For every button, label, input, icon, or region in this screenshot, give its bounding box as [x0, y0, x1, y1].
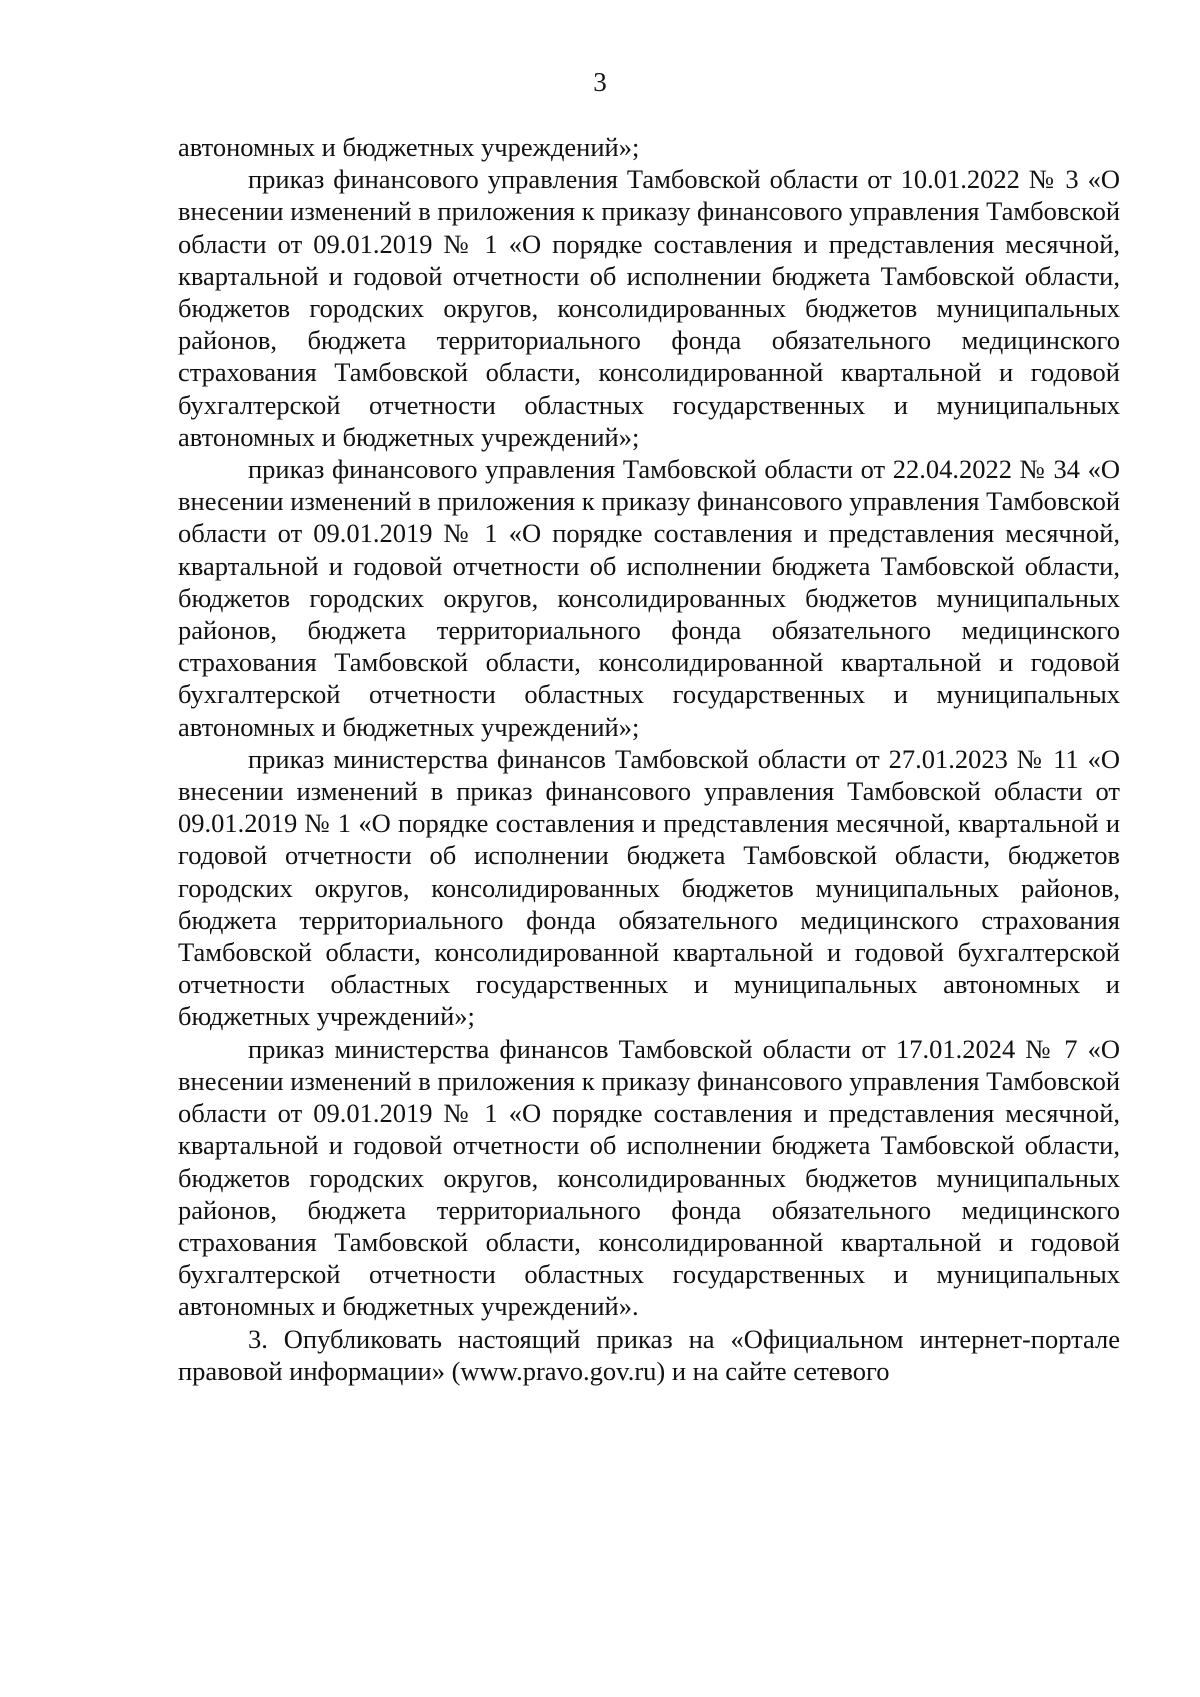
page-number: 3 [593, 67, 607, 97]
paragraph-item-3-publish: 3. Опубликовать настоящий приказ на «Официальном интернет-портале правовой информации» (www.pravo.gov.ru) и на сайте сетевого [178, 1323, 1120, 1386]
paragraph-order-2024-01: приказ министерства финансов Тамбовской области от 17.01.2024 № 7 «О внесении изменений в приложения к приказу финансового управления Тамбовской области от 09.01.2019 № 1 «О порядке составления и представления месячной, квартальной и годовой отчетности об исполнении бюджета Тамбовской области, бюджетов городских округов, консолидированных бюджетов муниципальных районов, бюджета территориального фонда обязательного медицинского страхования Тамбовской области, консолидированной квартальной и годовой бухгалтерской отчетности областных государственных и муниципальных автономных и бюджетных учреждений». [178, 1033, 1120, 1322]
document-body [178, 131, 1120, 1387]
paragraph-continuation: автономных и бюджетных учреждений»; [178, 132, 640, 162]
paragraph-order-2022-01: приказ финансового управления Тамбовской области от 10.01.2022 № 3 «О внесении изменений в приложения к приказу финансового управления Тамбовской области от 09.01.2019 № 1 «О порядке составления и представления месячной, квартальной и годовой отчетности об исполнении бюджета Тамбовской области, бюджетов городских округов, консолидированных бюджетов муниципальных районов, бюджета территориального фонда обязательного медицинского страхования Тамбовской области, консолидированной квартальной и годовой бухгалтерской отчетности областных государственных и муниципальных автономных и бюджетных учреждений»; [178, 164, 1120, 452]
paragraph-order-2022-04: приказ финансового управления Тамбовской области от 22.04.2022 № 34 «О внесении изменений в приложения к приказу финансового управления Тамбовской области от 09.01.2019 № 1 «О порядке составления и представления месячной, квартальной и годовой отчетности об исполнении бюджета Тамбовской области, бюджетов городских округов, консолидированных бюджетов муниципальных районов, бюджета территориального фонда обязательного медицинского страхования Тамбовской области, консолидированной квартальной и годовой бухгалтерской отчетности областных государственных и муниципальных автономных и бюджетных учреждений»; [178, 454, 1120, 742]
paragraph-order-2023-01: приказ министерства финансов Тамбовской области от 27.01.2023 № 11 «О внесении изменений в приказ финансового управления Тамбовской области от 09.01.2019 № 1 «О порядке составления и представления месячной, квартальной и годовой отчетности об исполнении бюджета Тамбовской области, бюджетов городских округов, консолидированных бюджетов муниципальных районов, бюджета территориального фонда обязательного медицинского страхования Тамбовской области, консолидированной квартальной и годовой бухгалтерской отчетности областных государственных и муниципальных автономных и бюджетных учреждений»; [178, 743, 1120, 1032]
